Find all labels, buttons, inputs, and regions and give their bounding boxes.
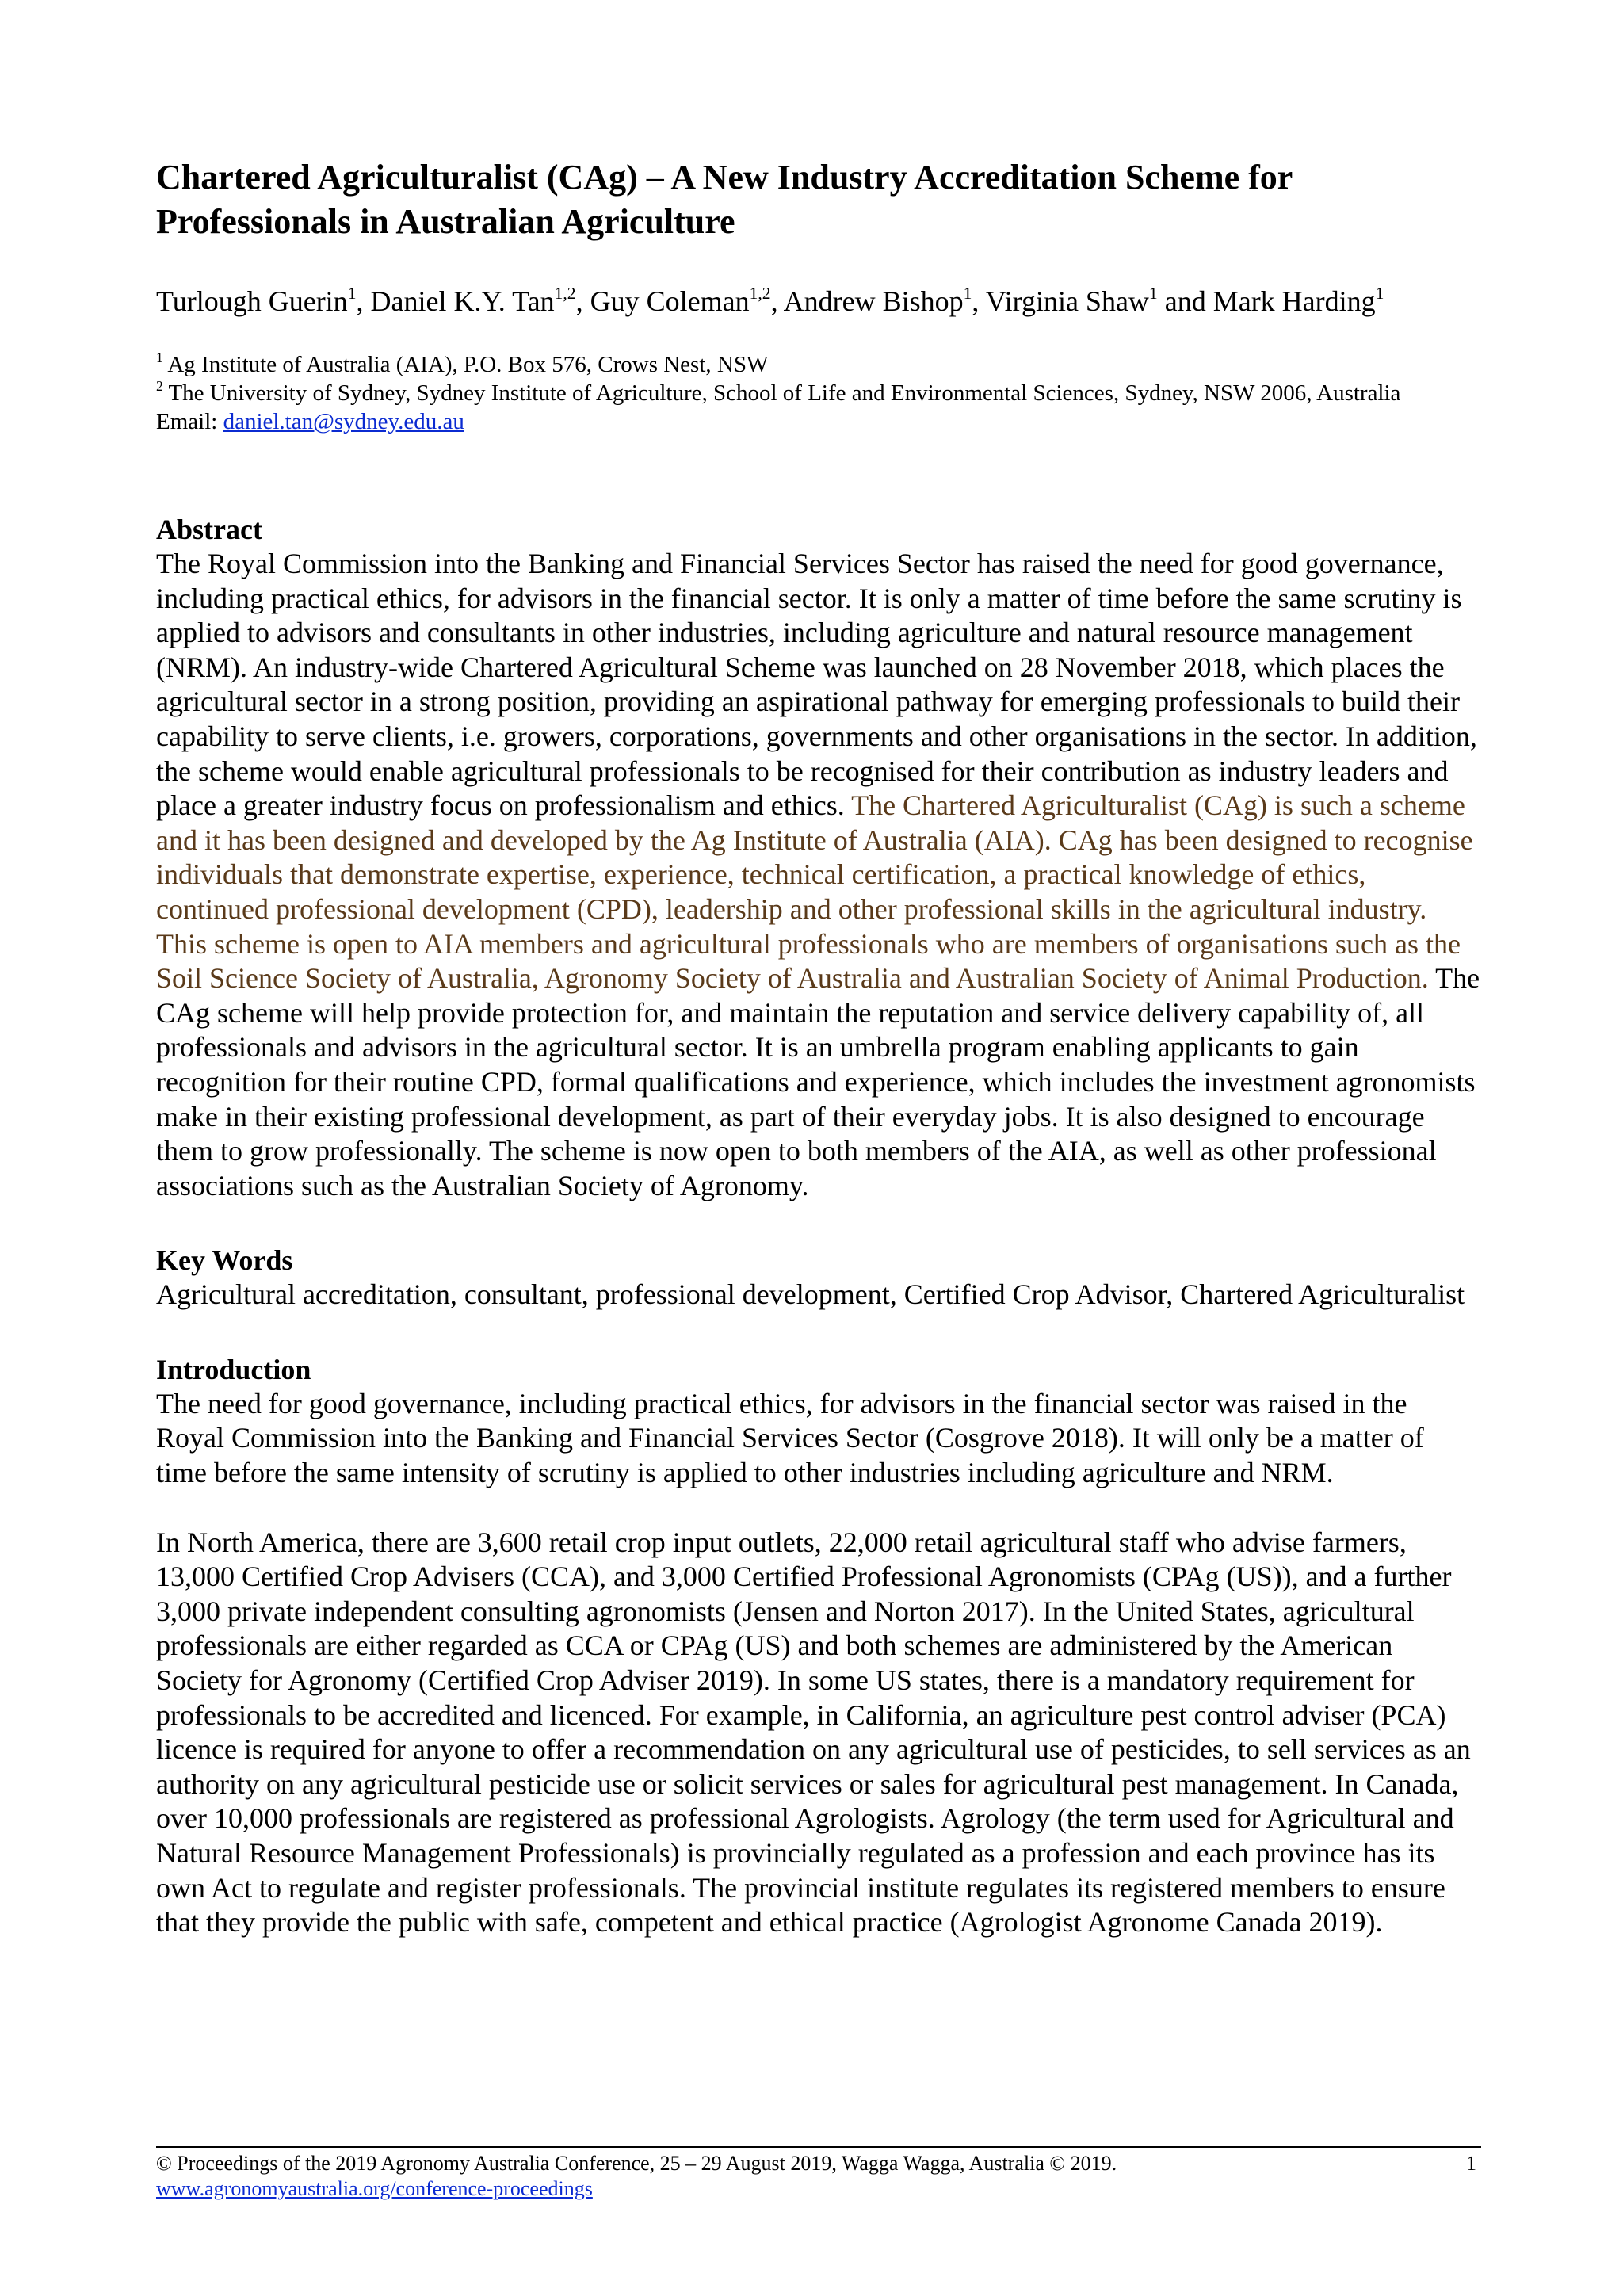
author: Andrew Bishop$^1$, [783,283,986,317]
introduction-heading: Introduction [156,1353,311,1385]
abstract-highlighted-text: The Chartered Agriculturalist (CAg) is such a scheme and it has been designed and developed by the Ag Institute of Australia (AIA). CAg has been designed to recognise individuals that demonstrate expertise, experience, technical certification, a practical knowledge of ethics, continued professional development (CPD), leadership and other professional skills in the agricultural industry. This scheme is open to AIA members and agricultural professionals who are members of organisations such as the Soil Science Society of Australia, Agronomy Society of Australia and Australian Society of Animal Production. [156,789,1473,995]
page-footer [156,2151,1481,2202]
author: Turlough Guerin$^1$, [156,283,371,317]
footer-link[interactable]: www.agronomyaustralia.org/conference-proceedings [156,2177,593,2200]
contact-email: Email: daniel.tan@sydney.edu.au [156,409,464,434]
author: Virginia Shaw$^1$ and [985,283,1213,317]
author: Guy Coleman$^{1,2}$, [590,283,784,317]
affiliations [156,350,1481,436]
footer-copyright: © Proceedings of the 2019 Agronomy Australia Conference, 25 – 29 August 2019, Wagga Wagga, Australia © 2019. [156,2152,1117,2175]
affiliation-1: $^1$ Ag Institute of Australia (AIA), P.O. Box 576, Crows Nest, NSW [156,349,769,377]
email-link[interactable]: daniel.tan@sydney.edu.au [223,409,464,434]
author: Mark Harding$^1$ [1212,283,1384,317]
page-number: 1 [1466,2152,1476,2175]
abstract-text: The Royal Commission into the Banking and Financial Services Sector has raised the need for good governance, including practical ethics, for advisors in the financial sector. It is only a matter of time before the same scrutiny is applied to advisors and consultants in other industries, including agriculture and natural resource management (NRM). An industry-wide Chartered Agricultural Scheme was launched on 28 November 2018, which places the agricultural sector in a strong position, providing an aspirational pathway for emerging professionals to build their capability to serve clients, i.e. growers, corporations, governments and other organisations in the sector. In addition, the scheme would enable agricultural professionals to be recognised for their contribution as industry leaders and place a greater industry focus on professionalism and ethics. The Chartered Agriculturalist (CAg) is such a scheme and it has been designed and developed by the Ag Institute of Australia (AIA). CAg has been designed to recognise individuals that demonstrate expertise, experience, technical certification, a practical knowledge of ethics, continued professional development (CPD), leadership and other professional skills in the agricultural industry. This scheme is open to AIA members and agricultural professionals who are members of organisations such as the Soil Science Society of Australia, Agronomy Society of Australia and Australian Society of Animal Production. The CAg scheme will help provide protection for, and maintain the reputation and service delivery capability of, all professionals and advisors in the agricultural sector. It is an umbrella program enabling applicants to gain recognition for their routine CPD, formal qualifications and experience, which includes the investment agronomists make in their existing professional development, as part of their everyday jobs. It is also designed to encourage them to grow professionally. The scheme is now open to both members of the AIA, as well as other professional associations such as the Australian Society of Agronomy. [156,548,1480,1201]
introduction-paragraph-2: In North America, there are 3,600 retail crop input outlets, 22,000 retail agricultural staff who advise farmers, 13,000 Certified Crop Advisers (CCA), and 3,000 Certified Professional Agronomists (CPAg (US)), and a further 3,000 private independent consulting agronomists (Jensen and Norton 2017). In the United States, agricultural professionals are either regarded as CCA or CPAg (US) and both schemes are administered by the American Society for Agronomy (Certified Crop Adviser 2019). In some US states, there is a mandatory requirement for professionals to be accredited and licenced. For example, in California, an agriculture pest control adviser (PCA) licence is required for anyone to offer a recommendation on any agricultural use of pesticides, to sell services as an authority on any agricultural pesticide use or solicit services or sales for agricultural pest management. In Canada, over 10,000 professionals are registered as professional Agrologists. Agrology (the term used for Agricultural and Natural Resource Management Professionals) is provincially regulated as a profession and each province has its own Act to regulate and register professionals. The provincial institute regulates its registered members to ensure that they provide the public with safe, competent and ethical practice (Agrologist Agronome Canada 2019). [156,1526,1471,1939]
abstract-heading: Abstract [156,514,262,545]
author-list [156,284,1481,319]
keywords-text: Agricultural accreditation, consultant, professional development, Certified Crop Advisor, Chartered Agriculturalist [156,1278,1465,1311]
paper-page [156,155,1481,1940]
author: Daniel K.Y. Tan$^{1,2}$, [370,283,590,317]
introduction-paragraph-1: The need for good governance, including practical ethics, for advisors in the financial sector was raised in the Royal Commission into the Banking and Financial Services Sector (Cosgrove 2018). It will only be a matter of time before the same intensity of scrutiny is applied to other industries including agriculture and NRM. [156,1387,1424,1489]
paper-title: Chartered Agriculturalist (CAg) – A New Industry Accreditation Scheme for Professionals in Australian Agriculture [156,158,1293,241]
footer-divider [156,2146,1481,2148]
keywords-heading: Key Words [156,1244,293,1277]
affiliation-2: $^2$ The University of Sydney, Sydney Institute of Agriculture, School of Life and Environmental Sciences, Sydney, NSW 2006, Australia [156,377,1401,406]
